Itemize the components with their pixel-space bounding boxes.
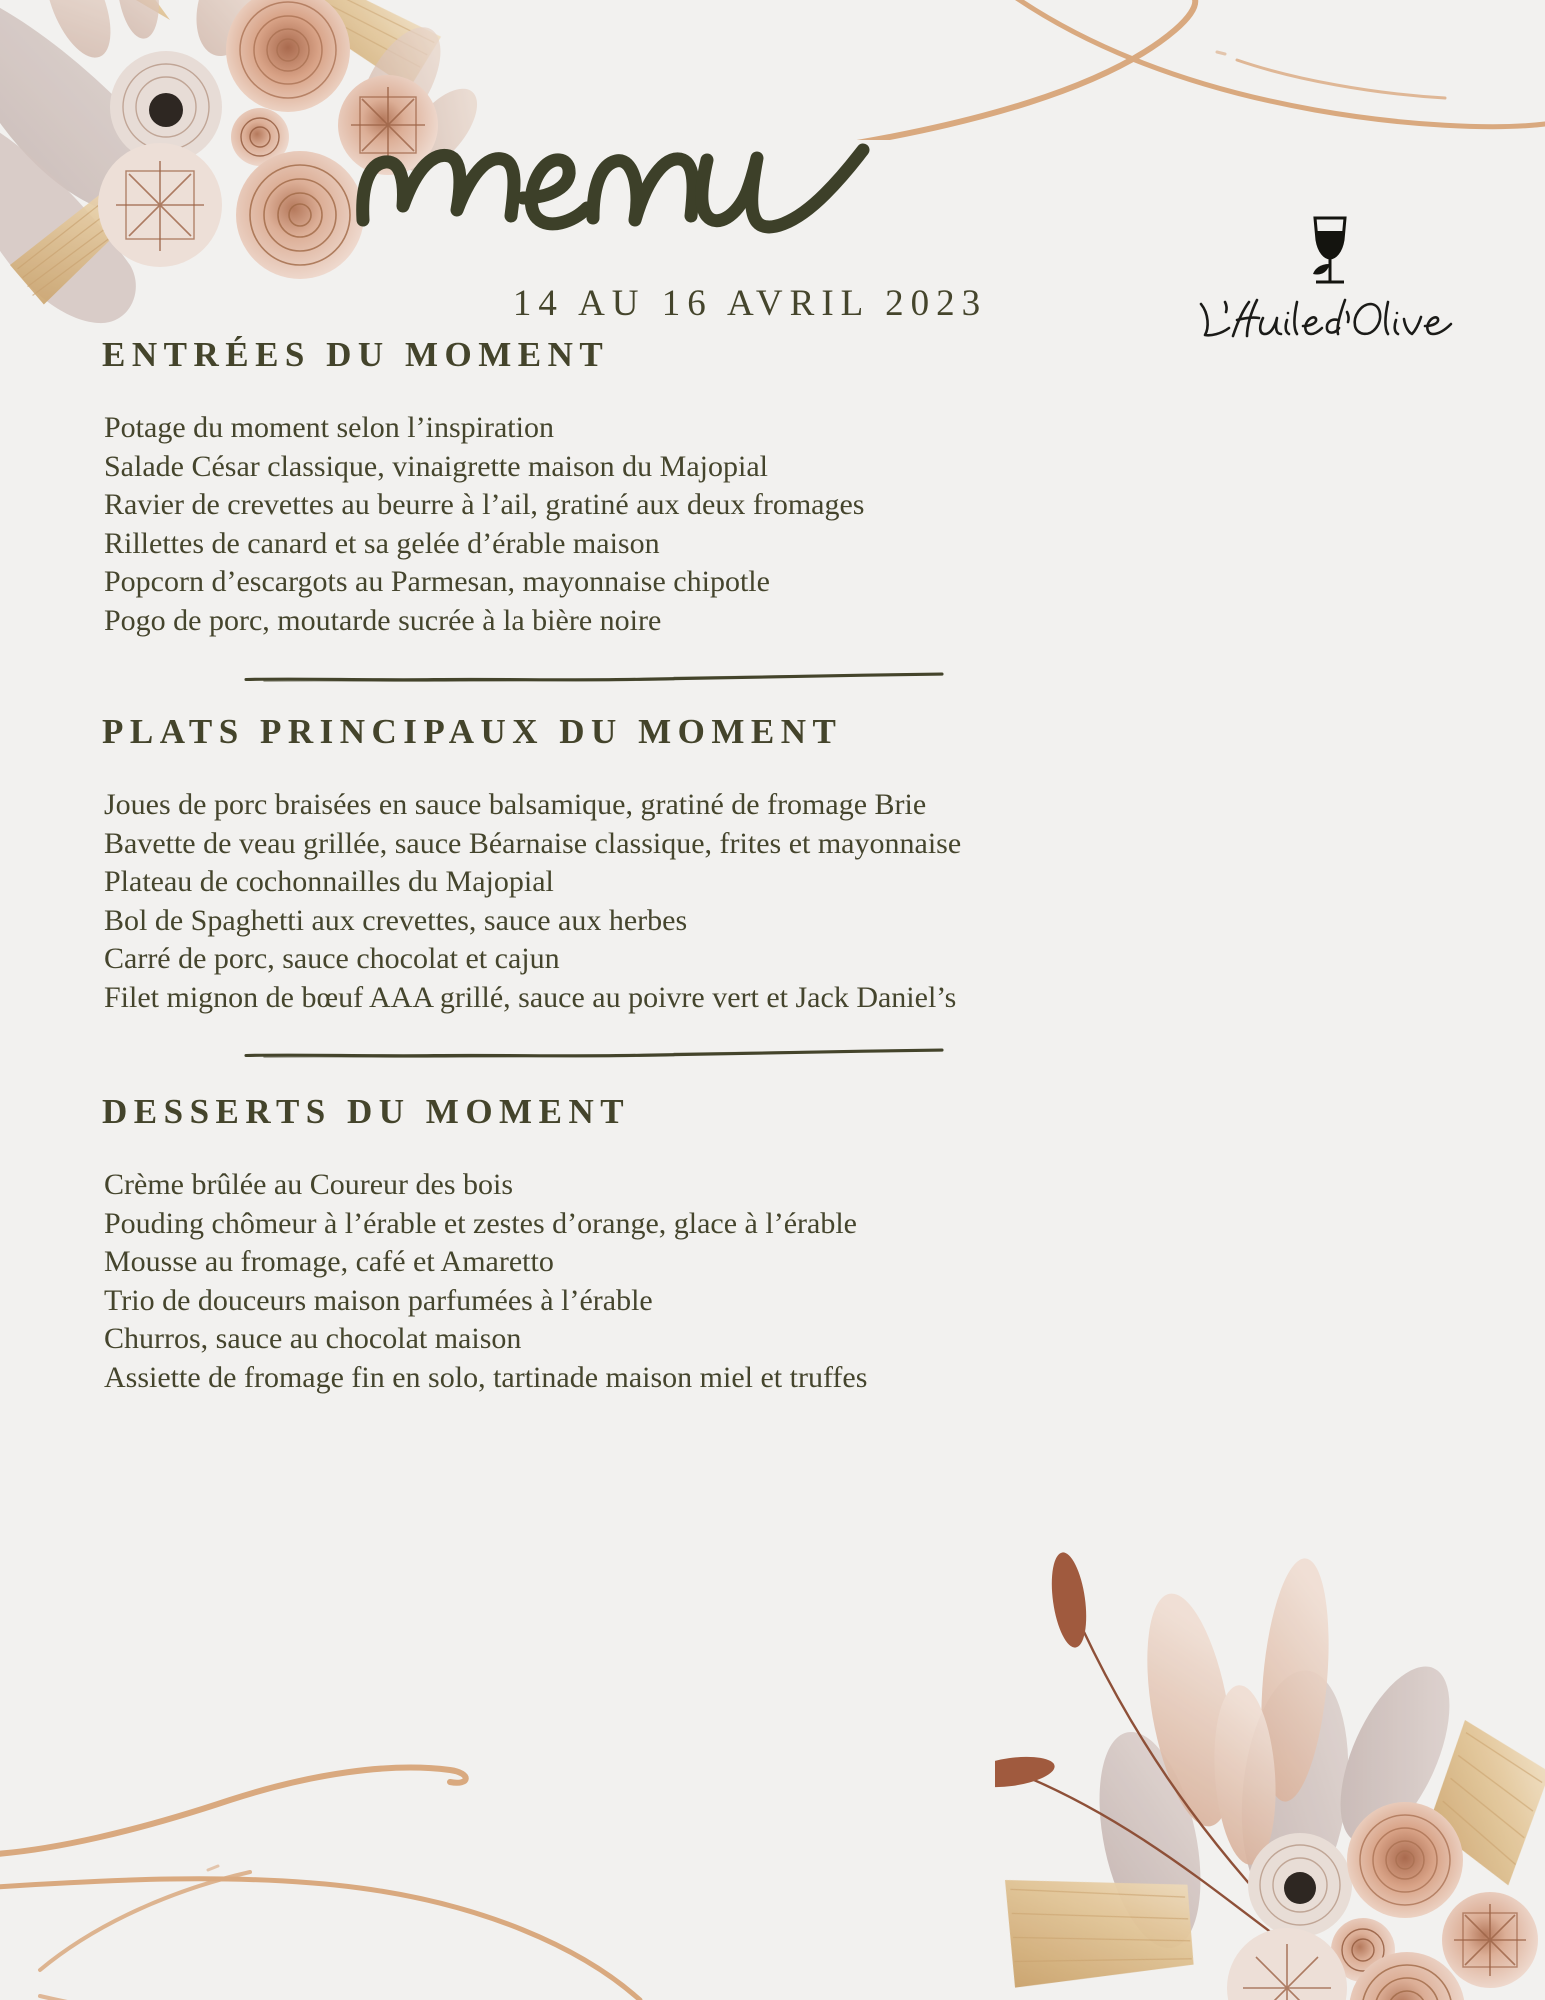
menu-item: Pouding chômeur à l’érable et zestes d’orange, glace à l’érable xyxy=(104,1206,857,1240)
brush-divider xyxy=(244,670,944,686)
menu-item: Trio de douceurs maison parfumées à l’érable xyxy=(104,1283,653,1317)
item-list-entrees xyxy=(104,409,1545,640)
menu-item: Popcorn d’escargots au Parmesan, mayonnaise chipotle xyxy=(104,565,770,598)
menu-section-plats-principaux xyxy=(0,712,1545,1017)
menu-item: Pogo de porc, moutarde sucrée à la bière noire xyxy=(104,603,662,637)
menu-item: Mousse au fromage, café et Amaretto xyxy=(104,1245,554,1278)
menu-date-range: 14 AU 16 AVRIL 2023 xyxy=(512,283,988,324)
brand-logo xyxy=(1195,212,1465,348)
menu-item: Ravier de crevettes au beurre à l’ail, gratiné aux deux fromages xyxy=(104,488,865,521)
item-list-desserts xyxy=(104,1166,1545,1397)
line-flourish-bottom-left-decoration xyxy=(0,1760,800,2000)
item-list-plats-principaux xyxy=(104,786,1545,1017)
menu-item: Rillettes de canard et sa gelée d’érable maison xyxy=(104,526,660,560)
section-heading-entrees: ENTRÉES DU MOMENT xyxy=(102,335,610,374)
menu-item: Salade César classique, vinaigrette maison du Majopial xyxy=(104,449,768,483)
menu-item: Assiette de fromage fin en solo, tartinade maison miel et truffes xyxy=(104,1360,868,1394)
brush-divider xyxy=(244,1046,944,1062)
menu-section-desserts xyxy=(0,1092,1545,1397)
menu-header xyxy=(0,0,1545,340)
menu-item: Carré de porc, sauce chocolat et cajun xyxy=(104,942,560,975)
section-heading-plats-principaux: PLATS PRINCIPAUX DU MOMENT xyxy=(102,712,843,751)
menu-item: Bol de Spaghetti aux crevettes, sauce aux herbes xyxy=(104,903,688,937)
section-heading-desserts: DESSERTS DU MOMENT xyxy=(102,1092,631,1131)
menu-item: Joues de porc braisées en sauce balsamique, gratiné de fromage Brie xyxy=(104,788,927,821)
menu-item: Plateau de cochonnailles du Majopial xyxy=(104,865,554,898)
menu-section-entrees xyxy=(0,335,1545,640)
page-title xyxy=(355,112,875,242)
menu-item: Bavette de veau grillée, sauce Béarnaise classique, frites et mayonnaise xyxy=(104,826,962,860)
wine-glass-olive-icon xyxy=(1301,212,1359,290)
floral-corner-bottom-right-decoration xyxy=(995,1540,1545,2000)
menu-item: Filet mignon de bœuf AAA grillé, sauce au poivre vert et Jack Daniel’s xyxy=(104,980,957,1014)
menu-item: Churros, sauce au chocolat maison xyxy=(104,1322,522,1355)
menu-item: Crème brûlée au Coureur des bois xyxy=(104,1168,514,1201)
menu-item: Potage du moment selon l’inspiration xyxy=(104,411,554,444)
